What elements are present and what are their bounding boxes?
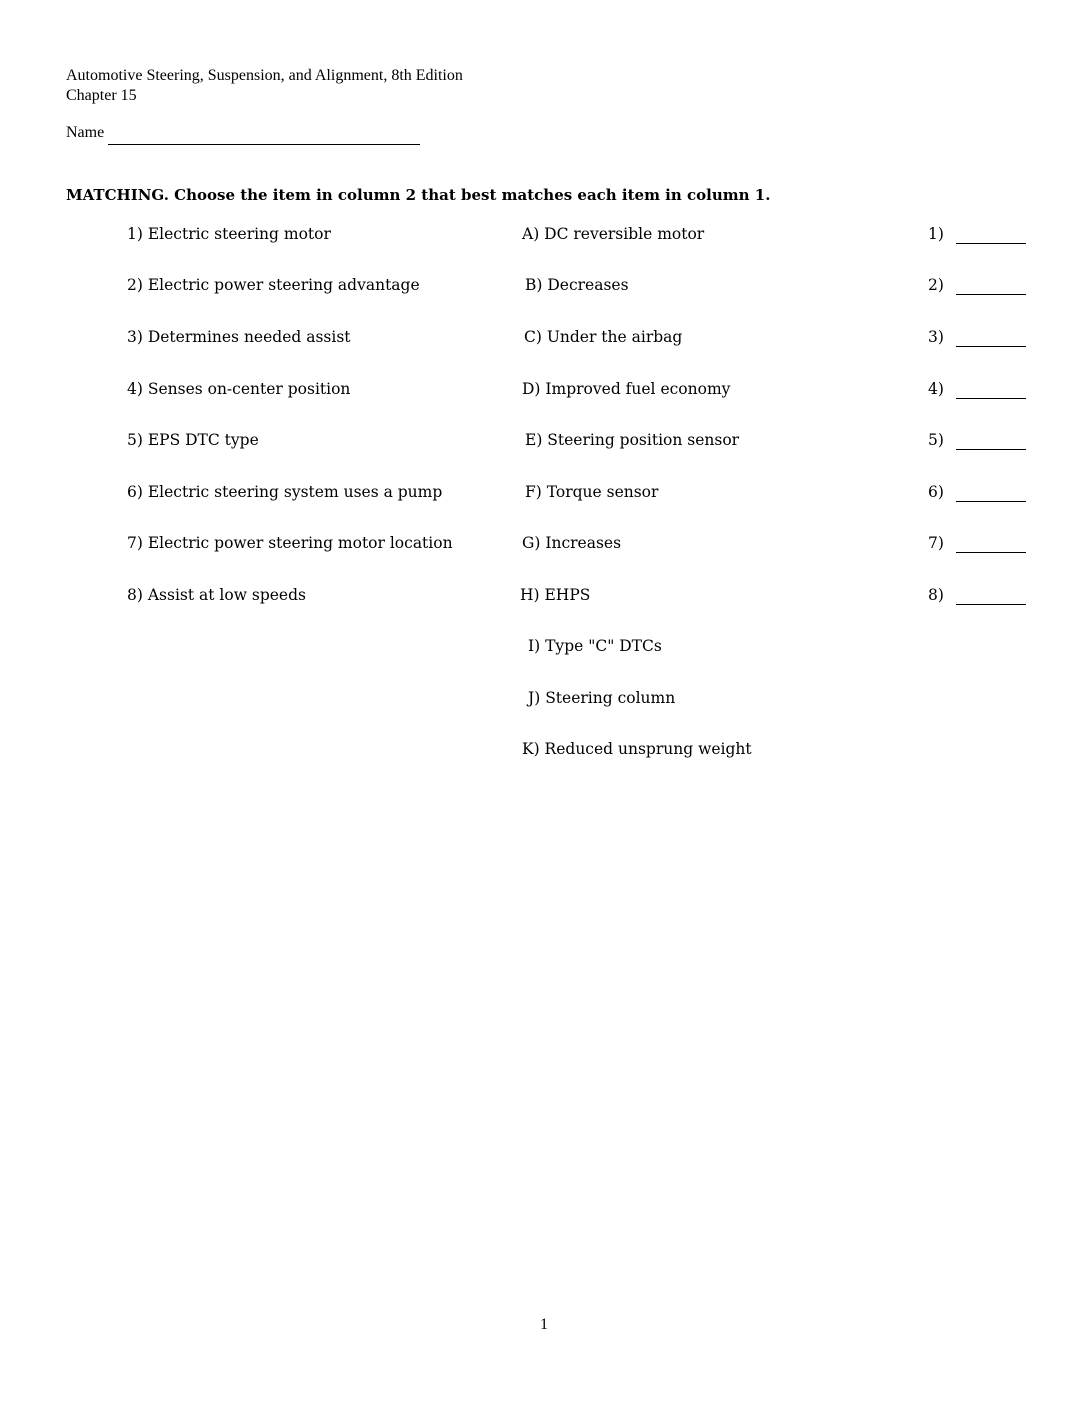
column2-item: F) Torque sensor (525, 483, 659, 501)
column1-item: 2) Electric power steering advantage (127, 276, 420, 294)
answer-blank[interactable] (956, 604, 1026, 605)
column1-item: 5) EPS DTC type (127, 431, 259, 449)
matching-instructions: MATCHING. Choose the item in column 2 that best matches each item in column 1. (66, 186, 771, 204)
answer-blank[interactable] (956, 294, 1026, 295)
column1-item: 6) Electric steering system uses a pump (127, 483, 443, 501)
name-label: Name (66, 124, 105, 141)
answer-blank[interactable] (956, 552, 1026, 553)
column2-item: E) Steering position sensor (525, 431, 740, 449)
column1-item: 3) Determines needed assist (127, 328, 351, 346)
column1-item: 4) Senses on-center position (127, 380, 351, 398)
column2-item: C) Under the airbag (524, 328, 683, 346)
name-field[interactable] (108, 144, 420, 145)
answer-number: 2) (928, 276, 944, 294)
column2-item: D) Improved fuel economy (522, 380, 731, 398)
chapter-label: Chapter 15 (66, 87, 137, 104)
column2-item: H) EHPS (520, 586, 591, 604)
column2-item: I) Type "C" DTCs (528, 637, 662, 655)
column2-item: J) Steering column (528, 689, 676, 707)
answer-number: 1) (928, 225, 944, 243)
answer-number: 7) (928, 534, 944, 552)
answer-number: 6) (928, 483, 944, 501)
page-number: 1 (540, 1316, 548, 1333)
column2-item: B) Decreases (525, 276, 629, 294)
column2-item: G) Increases (522, 534, 622, 552)
book-title: Automotive Steering, Suspension, and Alignment, 8th Edition (66, 67, 463, 84)
answer-blank[interactable] (956, 243, 1026, 244)
answer-number: 5) (928, 431, 944, 449)
answer-blank[interactable] (956, 398, 1026, 399)
column2-item: K) Reduced unsprung weight (522, 740, 752, 758)
answer-number: 8) (928, 586, 944, 604)
answer-blank[interactable] (956, 501, 1026, 502)
answer-blank[interactable] (956, 449, 1026, 450)
answer-number: 4) (928, 380, 944, 398)
column1-item: 7) Electric power steering motor location (127, 534, 453, 552)
answer-number: 3) (928, 328, 944, 346)
column1-item: 1) Electric steering motor (127, 225, 331, 243)
answer-blank[interactable] (956, 346, 1026, 347)
column2-item: A) DC reversible motor (522, 225, 705, 243)
column1-item: 8) Assist at low speeds (127, 586, 306, 604)
